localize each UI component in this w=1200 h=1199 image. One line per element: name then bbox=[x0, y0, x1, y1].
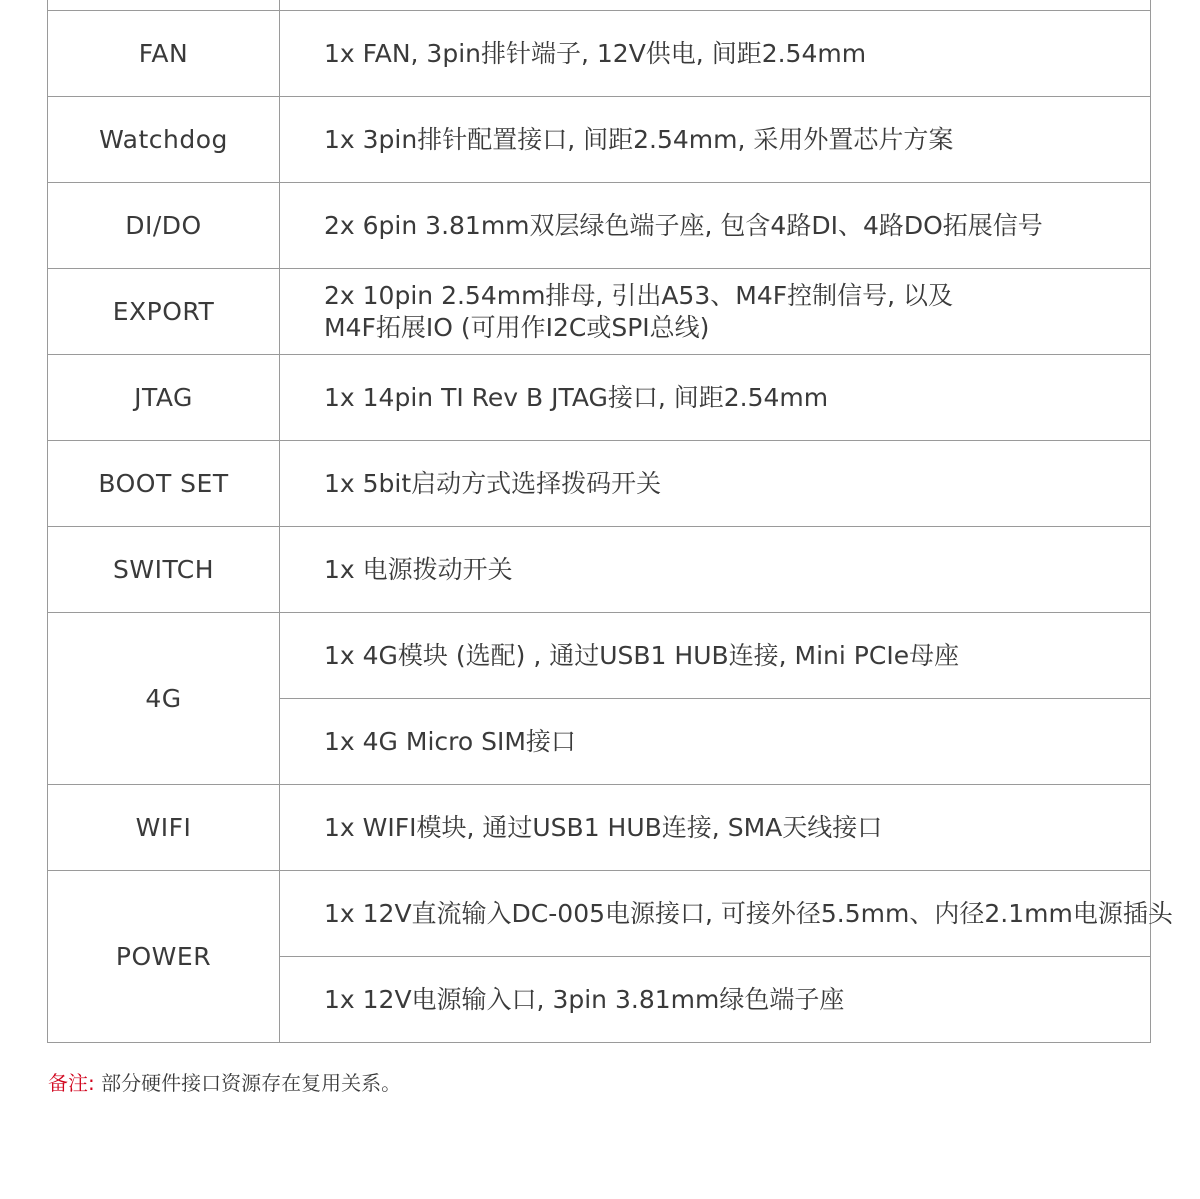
interface-description: 1x 4G Micro SIM接口 bbox=[280, 699, 1151, 785]
table-row-export bbox=[48, 269, 1151, 355]
table-row-watchdog bbox=[48, 97, 1151, 183]
description-line: M4F拓展IO (可用作I2C或SPI总线) bbox=[324, 312, 710, 342]
table-cell-stub bbox=[48, 0, 280, 11]
footnote bbox=[48, 1068, 401, 1098]
interface-description: 1x 5bit启动方式选择拨码开关 bbox=[280, 441, 1151, 527]
hardware-spec-table bbox=[47, 0, 1173, 1043]
interface-description: 2x 6pin 3.81mm双层绿色端子座, 包含4路DI、4路DO拓展信号 bbox=[280, 183, 1151, 269]
table-row-top-stub bbox=[48, 0, 1151, 11]
table-row-dido bbox=[48, 183, 1151, 269]
footnote-label: 备注: bbox=[48, 1071, 95, 1095]
table-cell-stub bbox=[280, 0, 1151, 11]
interface-name: POWER bbox=[48, 871, 280, 1043]
interface-description: 1x 12V直流输入DC-005电源接口, 可接外径5.5mm、内径2.1mm电源插头 bbox=[280, 871, 1151, 957]
table-row-switch bbox=[48, 527, 1151, 613]
interface-name: Watchdog bbox=[48, 97, 280, 183]
table-row-4g bbox=[48, 613, 1151, 699]
interface-name: EXPORT bbox=[48, 269, 280, 355]
interface-description: 1x WIFI模块, 通过USB1 HUB连接, SMA天线接口 bbox=[280, 785, 1151, 871]
table-row-jtag bbox=[48, 355, 1151, 441]
interface-name: 4G bbox=[48, 613, 280, 785]
interface-name: DI/DO bbox=[48, 183, 280, 269]
interface-name: BOOT SET bbox=[48, 441, 280, 527]
interface-name: SWITCH bbox=[48, 527, 280, 613]
footnote-text: 部分硬件接口资源存在复用关系。 bbox=[101, 1071, 402, 1095]
description-line: 2x 10pin 2.54mm排母, 引出A53、M4F控制信号, 以及 bbox=[324, 280, 953, 310]
interface-description: 1x 电源拨动开关 bbox=[280, 527, 1151, 613]
interface-name: JTAG bbox=[48, 355, 280, 441]
interface-description bbox=[280, 269, 1151, 355]
interface-description: 1x 3pin排针配置接口, 间距2.54mm, 采用外置芯片方案 bbox=[280, 97, 1151, 183]
table-row-wifi bbox=[48, 785, 1151, 871]
interface-name: FAN bbox=[48, 11, 280, 97]
interface-description: 1x 4G模块 (选配) , 通过USB1 HUB连接, Mini PCIe母座 bbox=[280, 613, 1151, 699]
table-row-boot-set bbox=[48, 441, 1151, 527]
table-row-fan bbox=[48, 11, 1151, 97]
interface-description: 1x 14pin TI Rev B JTAG接口, 间距2.54mm bbox=[280, 355, 1151, 441]
interface-description: 1x 12V电源输入口, 3pin 3.81mm绿色端子座 bbox=[280, 957, 1151, 1043]
interface-name: WIFI bbox=[48, 785, 280, 871]
table-row-power bbox=[48, 871, 1151, 957]
interface-description: 1x FAN, 3pin排针端子, 12V供电, 间距2.54mm bbox=[280, 11, 1151, 97]
